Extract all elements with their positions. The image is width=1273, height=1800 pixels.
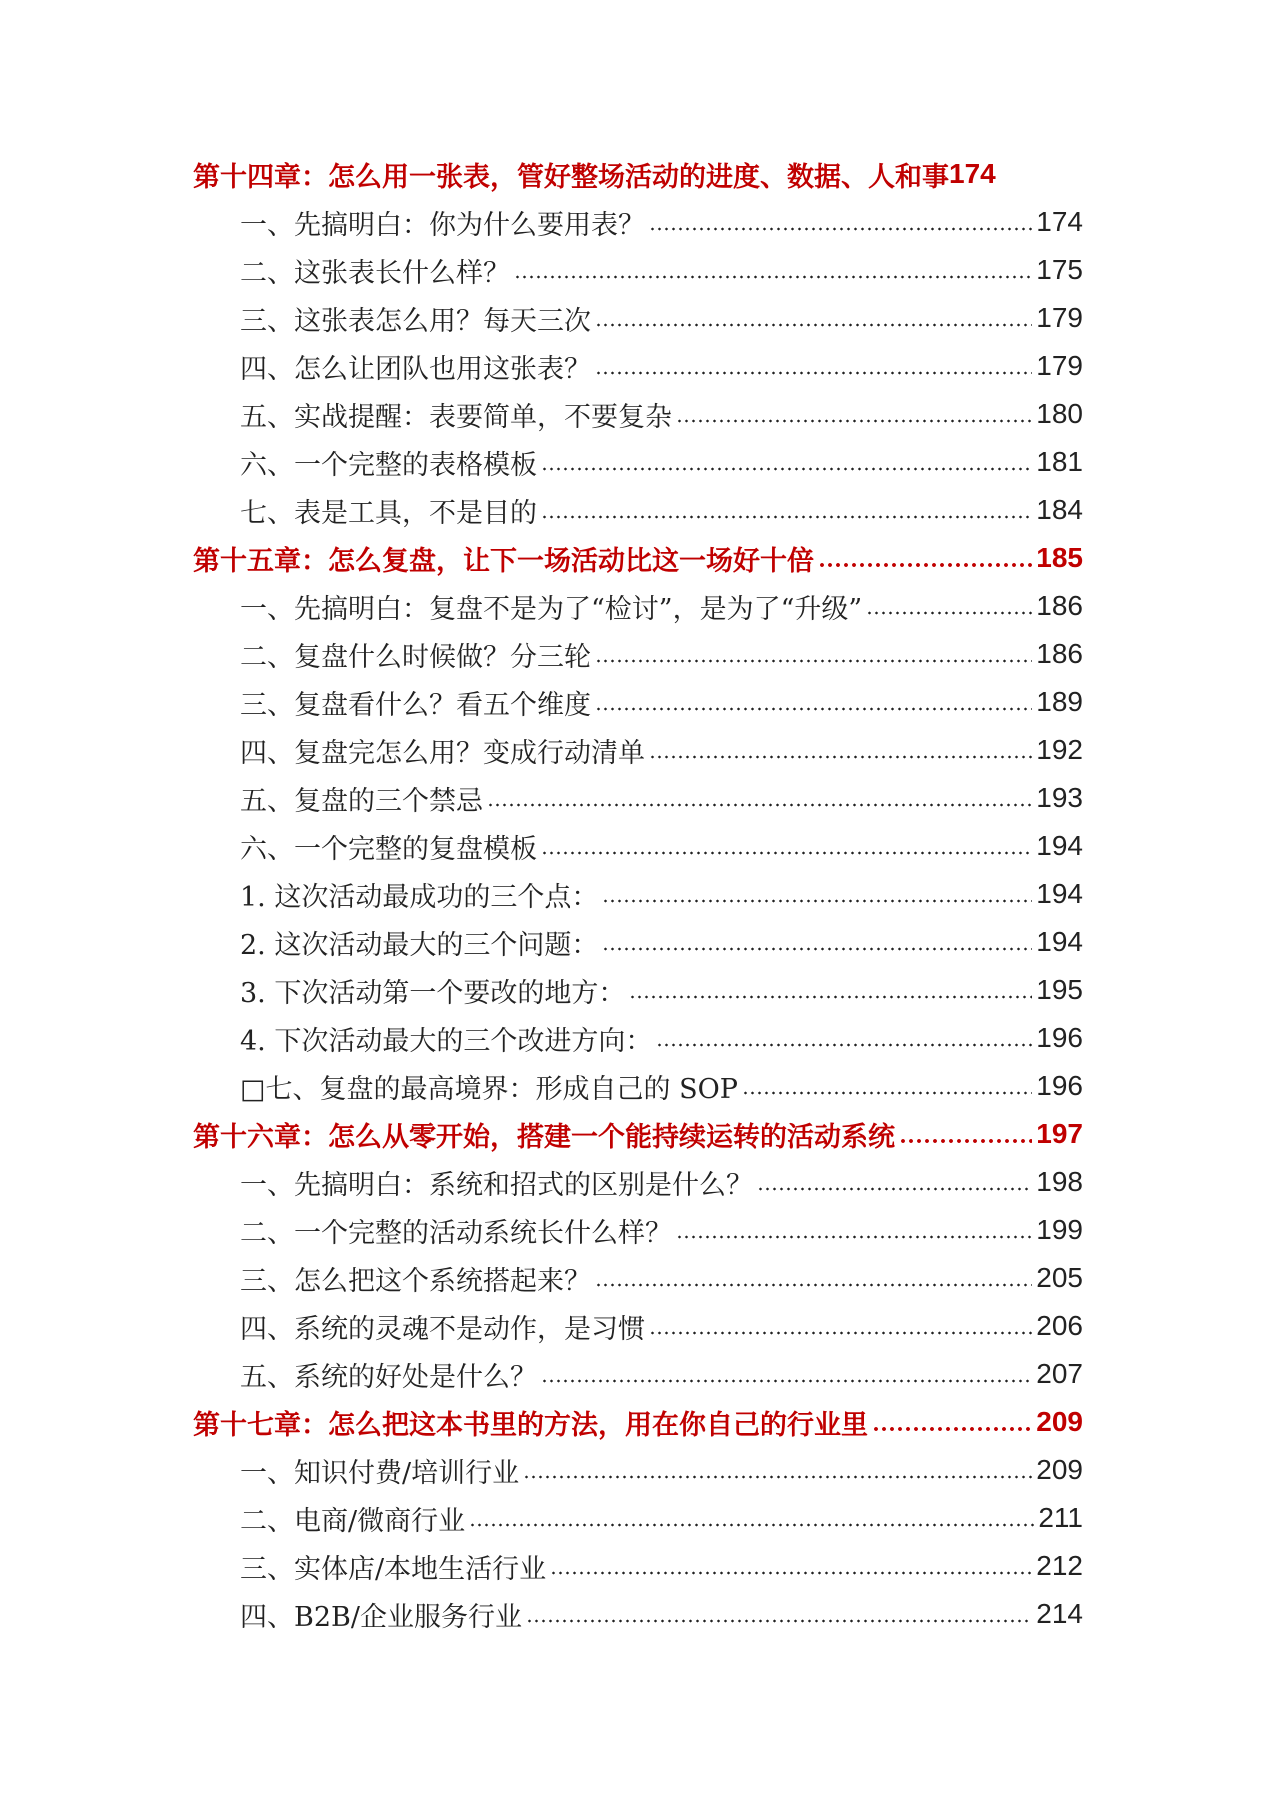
toc-dot-leader bbox=[676, 1234, 1032, 1240]
toc-section-entry[interactable] bbox=[0, 1350, 1273, 1398]
toc-dot-leader bbox=[595, 1282, 1032, 1288]
toc-page-number: 179 bbox=[1036, 350, 1083, 381]
toc-dot-leader bbox=[649, 754, 1032, 760]
toc-dot-leader bbox=[866, 610, 1032, 616]
toc-page-number: 192 bbox=[1036, 734, 1083, 765]
toc-entry-title: 第十五章：怎么复盘，让下一场活动比这一场好十倍 bbox=[193, 545, 814, 577]
toc-section-entry[interactable] bbox=[0, 678, 1273, 726]
toc-entry-title: 一、先搞明白：你为什么要用表？ bbox=[240, 209, 645, 241]
toc-dot-leader bbox=[818, 562, 1032, 568]
toc-dot-leader bbox=[899, 1138, 1032, 1144]
toc-dot-leader bbox=[602, 898, 1032, 904]
toc-dot-leader bbox=[676, 418, 1032, 424]
toc-dot-leader bbox=[602, 946, 1032, 952]
toc-dot-leader bbox=[649, 226, 1032, 232]
toc-section-entry[interactable] bbox=[0, 918, 1273, 966]
toc-page-number: 195 bbox=[1036, 974, 1083, 1005]
toc-section-entry[interactable] bbox=[0, 246, 1273, 294]
toc-entry-title: 2. 这次活动最大的三个问题： bbox=[240, 929, 599, 961]
toc-dot-leader bbox=[469, 1522, 1034, 1528]
toc-page-number: 186 bbox=[1036, 638, 1083, 669]
toc-entry-title: 五、系统的好处是什么？ bbox=[240, 1361, 537, 1393]
toc-entry-title: 三、复盘看什么？看五个维度 bbox=[240, 689, 591, 721]
toc-section-entry[interactable] bbox=[0, 1254, 1273, 1302]
toc-section-entry[interactable] bbox=[0, 390, 1273, 438]
toc-section-entry[interactable] bbox=[0, 774, 1273, 822]
toc-entry-title: 五、实战提醒：表要简单，不要复杂 bbox=[240, 401, 672, 433]
toc-dot-leader bbox=[541, 850, 1032, 856]
toc-section-entry[interactable] bbox=[0, 1542, 1273, 1590]
toc-entry-title: 3. 下次活动第一个要改的地方： bbox=[240, 977, 626, 1009]
toc-chapter-entry[interactable] bbox=[0, 1398, 1273, 1446]
toc-entry-title: 三、这张表怎么用？每天三次 bbox=[240, 305, 591, 337]
toc-section-entry[interactable] bbox=[0, 1590, 1273, 1638]
toc-section-entry[interactable] bbox=[0, 198, 1273, 246]
toc-dot-leader bbox=[629, 994, 1032, 1000]
toc-page-number: 209 bbox=[1036, 1406, 1083, 1437]
toc-dot-leader bbox=[541, 1378, 1032, 1384]
toc-dot-leader bbox=[514, 274, 1032, 280]
toc-section-entry[interactable] bbox=[0, 294, 1273, 342]
toc-entry-title: 二、一个完整的活动系统长什么样？ bbox=[240, 1217, 672, 1249]
toc-dot-leader bbox=[872, 1426, 1032, 1432]
toc-page-number: 197 bbox=[1036, 1118, 1083, 1149]
toc-dot-leader bbox=[757, 1186, 1032, 1192]
toc-page-number: 209 bbox=[1036, 1454, 1083, 1485]
toc-entry-title: 二、复盘什么时候做？分三轮 bbox=[240, 641, 591, 673]
toc-page-number: 212 bbox=[1036, 1550, 1083, 1581]
toc-section-entry[interactable] bbox=[0, 342, 1273, 390]
toc-page-number: 196 bbox=[1036, 1070, 1083, 1101]
toc-page-number: 194 bbox=[1036, 830, 1083, 861]
toc-dot-leader bbox=[541, 514, 1032, 520]
toc-page-number: 193 bbox=[1036, 782, 1083, 813]
toc-dot-leader bbox=[595, 706, 1032, 712]
toc-page-number: 180 bbox=[1036, 398, 1083, 429]
toc-entry-title: 一、先搞明白：系统和招式的区别是什么？ bbox=[240, 1169, 753, 1201]
toc-section-entry[interactable] bbox=[0, 822, 1273, 870]
toc-page-number: 185 bbox=[1036, 542, 1083, 573]
toc-page-number: 194 bbox=[1036, 878, 1083, 909]
toc-entry-title: 四、系统的灵魂不是动作，是习惯 bbox=[240, 1313, 645, 1345]
toc-entry-title: 六、一个完整的复盘模板 bbox=[240, 833, 537, 865]
toc-page-number: 174 bbox=[1036, 206, 1083, 237]
toc-entry-title: 4. 下次活动最大的三个改进方向： bbox=[240, 1025, 653, 1057]
toc-page-number: 198 bbox=[1036, 1166, 1083, 1197]
toc-page-number: 175 bbox=[1036, 254, 1083, 285]
toc-dot-leader bbox=[595, 658, 1032, 664]
toc-entry-title: 一、先搞明白：复盘不是为了“检讨”，是为了“升级” bbox=[240, 593, 863, 625]
toc-entry-title: 六、一个完整的表格模板 bbox=[240, 449, 537, 481]
toc-page-number: 207 bbox=[1036, 1358, 1083, 1389]
toc-page-number: 174 bbox=[949, 158, 996, 189]
toc-page-number: 206 bbox=[1036, 1310, 1083, 1341]
toc-page-number: 194 bbox=[1036, 926, 1083, 957]
toc-dot-leader bbox=[595, 370, 1032, 376]
toc-page-number: 196 bbox=[1036, 1022, 1083, 1053]
toc-chapter-entry[interactable] bbox=[0, 1110, 1273, 1158]
toc-entry-title: 第十四章：怎么用一张表，管好整场活动的进度、数据、人和事 bbox=[193, 161, 949, 193]
toc-page-number: 179 bbox=[1036, 302, 1083, 333]
toc-section-entry[interactable] bbox=[0, 1158, 1273, 1206]
toc-dot-leader bbox=[649, 1330, 1032, 1336]
toc-dot-leader bbox=[595, 322, 1032, 328]
toc-entry-title: 三、怎么把这个系统搭起来？ bbox=[240, 1265, 591, 1297]
toc-section-entry[interactable] bbox=[0, 870, 1273, 918]
toc-entry-title: 四、B2B/企业服务行业 bbox=[240, 1601, 522, 1633]
toc-page-number: 181 bbox=[1036, 446, 1083, 477]
toc-section-entry[interactable] bbox=[0, 438, 1273, 486]
toc-entry-title: 四、怎么让团队也用这张表？ bbox=[240, 353, 591, 385]
toc-page-number: 184 bbox=[1036, 494, 1083, 525]
toc-section-entry[interactable] bbox=[0, 582, 1273, 630]
toc-dot-leader bbox=[656, 1042, 1032, 1048]
toc-entry-title: 第十七章：怎么把这本书里的方法，用在你自己的行业里 bbox=[193, 1409, 868, 1441]
toc-page-number: 211 bbox=[1038, 1502, 1083, 1533]
toc-section-entry[interactable] bbox=[0, 1302, 1273, 1350]
toc-dot-leader bbox=[541, 466, 1032, 472]
toc-section-entry[interactable] bbox=[0, 966, 1273, 1014]
table-of-contents bbox=[0, 150, 1273, 1638]
toc-dot-leader bbox=[526, 1618, 1032, 1624]
toc-dot-leader bbox=[742, 1090, 1032, 1096]
toc-page-number: 205 bbox=[1036, 1262, 1083, 1293]
toc-dot-leader bbox=[550, 1570, 1032, 1576]
toc-chapter-entry[interactable] bbox=[0, 150, 1273, 198]
toc-section-entry[interactable] bbox=[0, 486, 1273, 534]
toc-entry-title: 一、知识付费/培训行业 bbox=[240, 1457, 520, 1489]
toc-entry-title: 七、表是工具，不是目的 bbox=[240, 497, 537, 529]
toc-section-entry[interactable] bbox=[0, 1446, 1273, 1494]
toc-dot-leader bbox=[487, 802, 1032, 808]
toc-page-number: 189 bbox=[1036, 686, 1083, 717]
toc-entry-title: 二、电商/微商行业 bbox=[240, 1505, 466, 1537]
toc-entry-title: 第十六章：怎么从零开始，搭建一个能持续运转的活动系统 bbox=[193, 1121, 895, 1153]
toc-section-entry[interactable] bbox=[0, 1014, 1273, 1062]
toc-entry-title: 三、实体店/本地生活行业 bbox=[240, 1553, 547, 1585]
toc-section-entry[interactable] bbox=[0, 726, 1273, 774]
toc-entry-title: 五、复盘的三个禁忌 bbox=[240, 785, 483, 817]
toc-page-number: 199 bbox=[1036, 1214, 1083, 1245]
toc-chapter-entry[interactable] bbox=[0, 534, 1273, 582]
toc-section-entry[interactable] bbox=[0, 1062, 1273, 1110]
toc-page-number: 214 bbox=[1036, 1598, 1083, 1629]
toc-section-entry[interactable] bbox=[0, 1206, 1273, 1254]
toc-section-entry[interactable] bbox=[0, 1494, 1273, 1542]
toc-entry-title: 二、这张表长什么样？ bbox=[240, 257, 510, 289]
toc-page-number: 186 bbox=[1036, 590, 1083, 621]
toc-entry-title: 1. 这次活动最成功的三个点： bbox=[240, 881, 599, 913]
toc-section-entry[interactable] bbox=[0, 630, 1273, 678]
toc-dot-leader bbox=[523, 1474, 1032, 1480]
toc-entry-title: □七、复盘的最高境界：形成自己的 SOP bbox=[240, 1073, 738, 1105]
toc-entry-title: 四、复盘完怎么用？变成行动清单 bbox=[240, 737, 645, 769]
